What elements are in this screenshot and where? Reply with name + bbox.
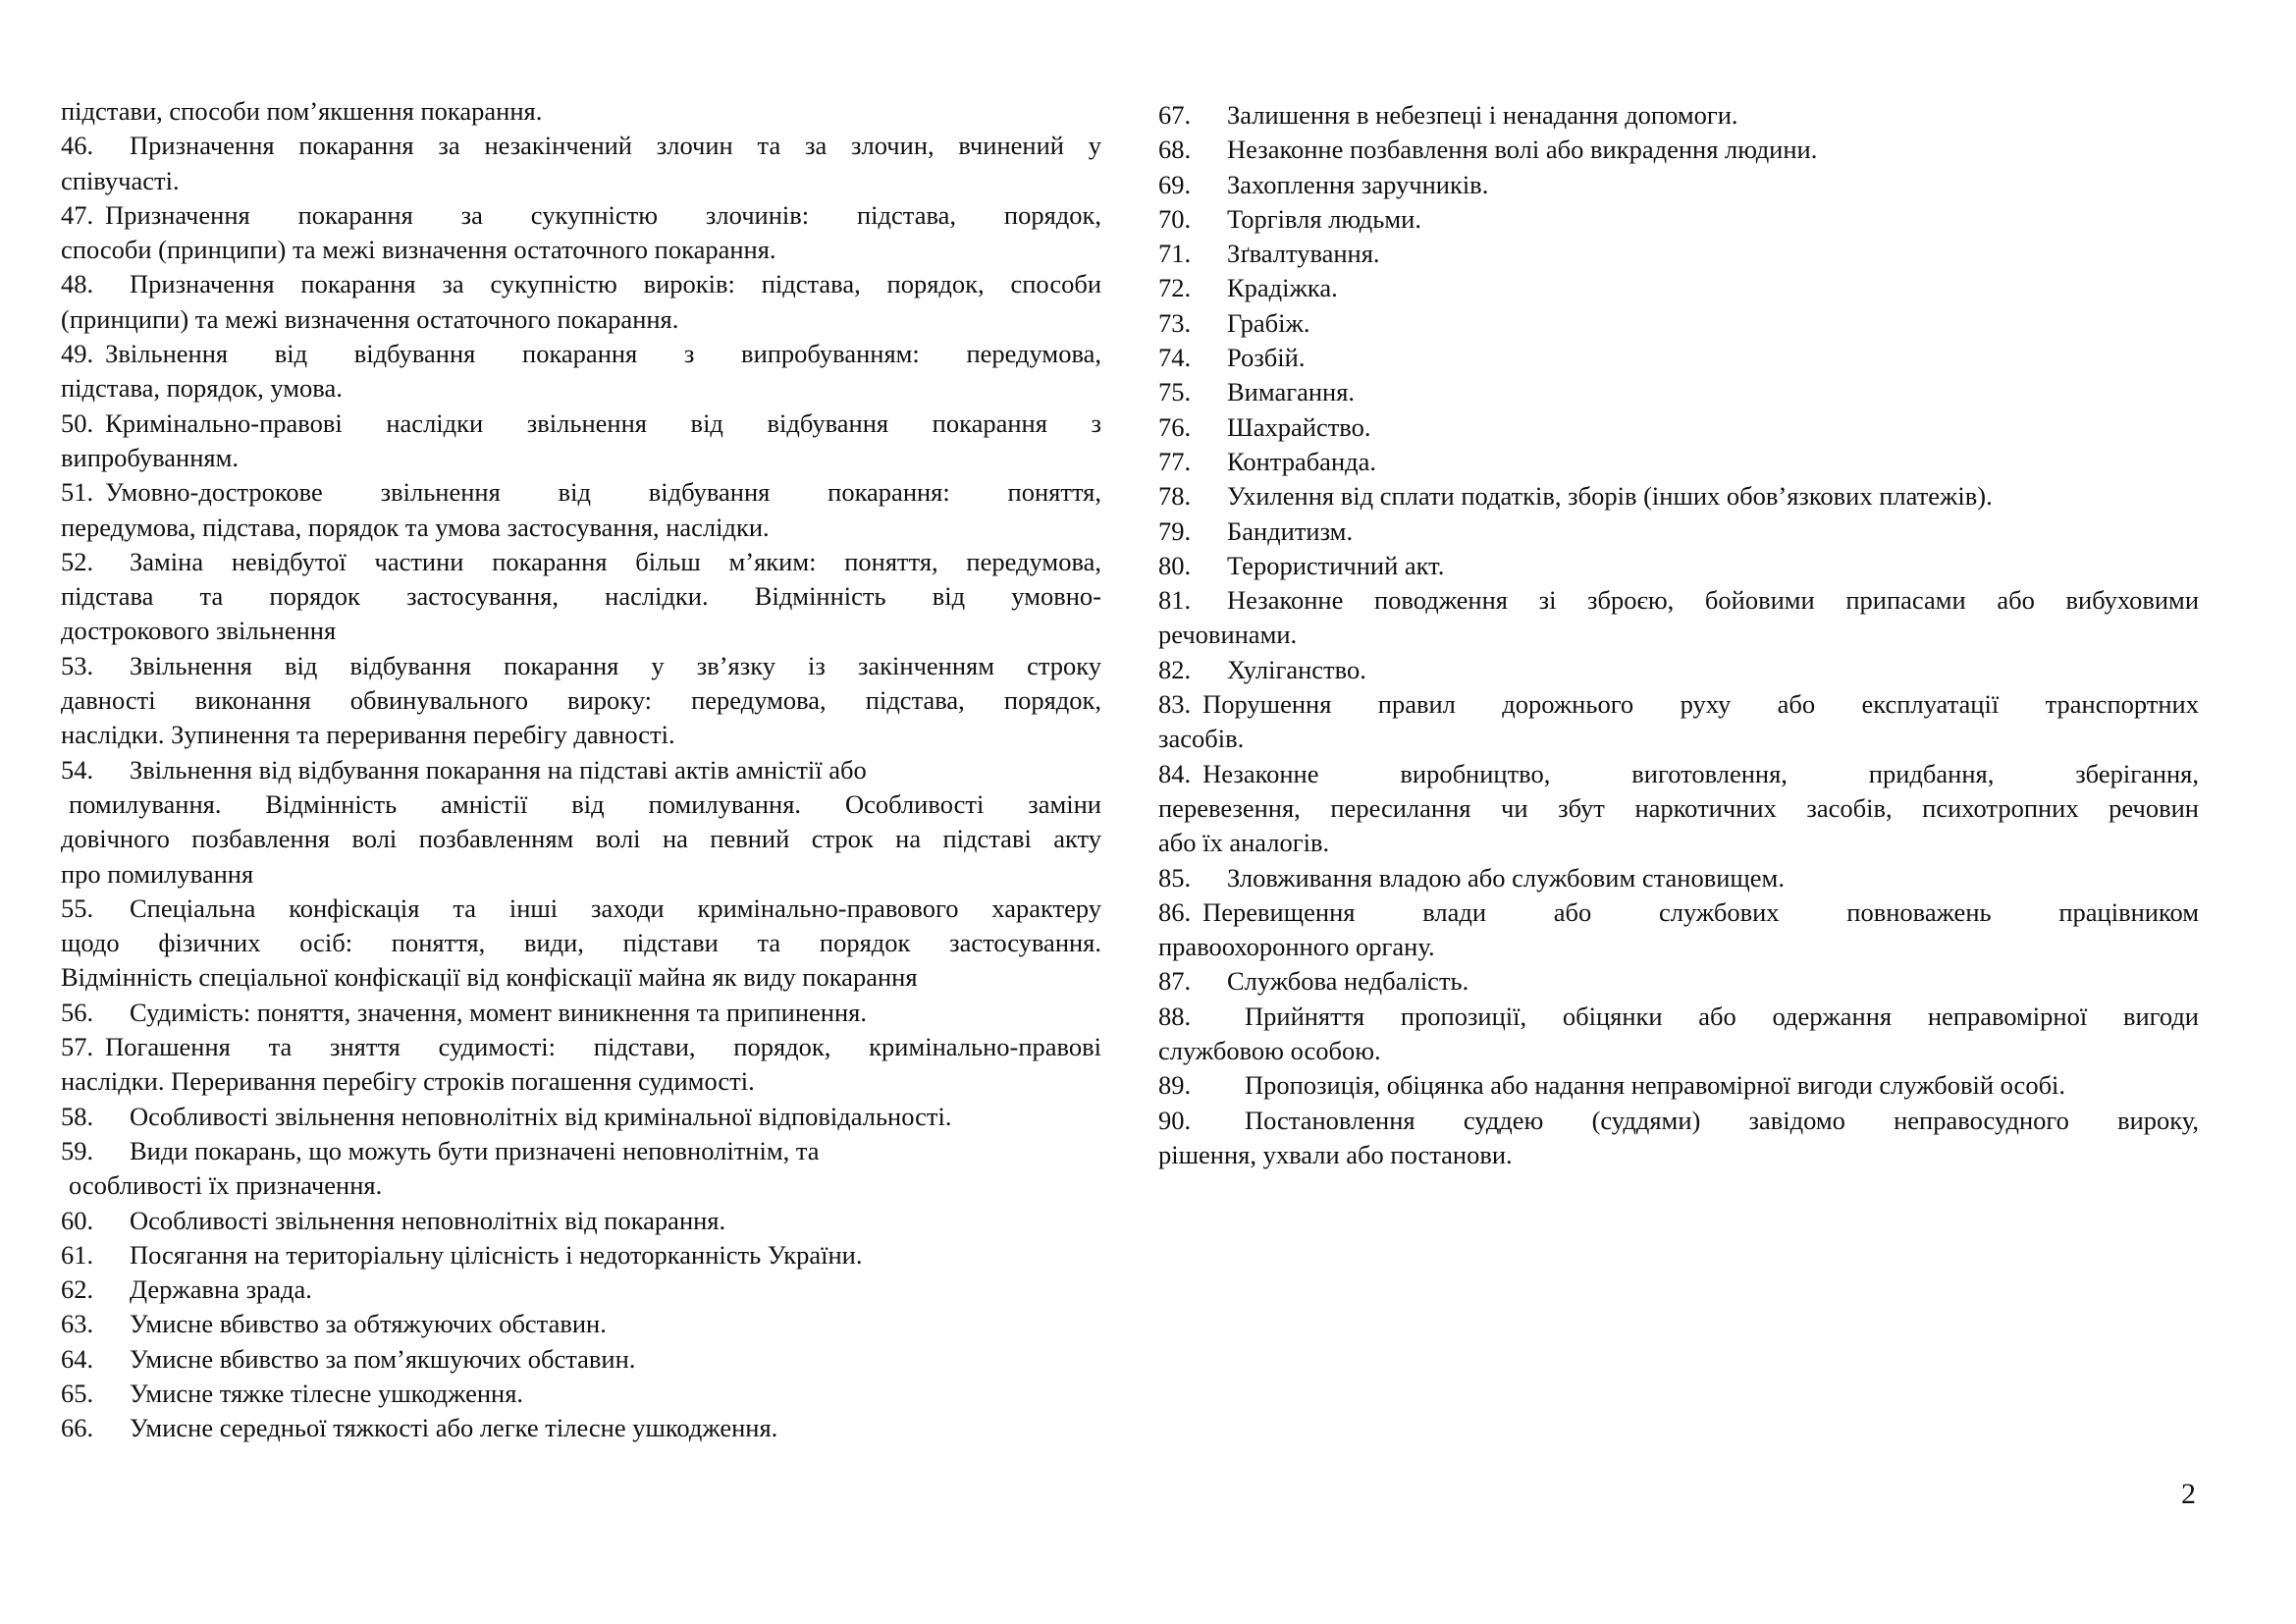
item-number: 83. [1158, 689, 1192, 720]
list-item-48 [61, 267, 1101, 337]
list-item-50 [61, 406, 1101, 476]
item-text: Бандитизм. [1227, 515, 1354, 546]
item-number: 77. [1158, 446, 1192, 476]
list-item-75 [1158, 375, 2199, 409]
list-item-65 [61, 1377, 1101, 1411]
list-item-67 [1158, 98, 2199, 133]
item-text: Терористичний акт. [1227, 550, 1445, 580]
item-number: 49. [61, 339, 94, 369]
list-item-47 [61, 198, 1101, 268]
item-number: 50. [61, 407, 94, 438]
item-text: передумова, підстава, порядок та умова застосування, наслідки. [61, 512, 770, 542]
item-text: Торгівля людьми. [1227, 203, 1421, 234]
item-text: підстава та порядок застосування, наслідки. Відмінність від умовно- [61, 581, 1101, 612]
list-item-82 [1158, 653, 2199, 687]
item-text: Прийняття пропозиції, обіцянки або одержання неправомірної вигоди [1245, 1001, 2199, 1031]
list-item-58 [61, 1100, 1101, 1134]
item-text: Види покарань, що можуть бути призначені неповнолітнім, та [130, 1135, 820, 1165]
item-number: 54. [61, 754, 94, 785]
list-item-71 [1158, 237, 2199, 271]
item-text: Умовно-дострокове звільнення від відбування покарання: поняття, [105, 477, 1101, 508]
list-item-80 [1158, 549, 2199, 583]
item-text: Постановлення суддею (суддями) завідомо неправосудного вироку, [1245, 1105, 2199, 1135]
item-text: Незаконне виробництво, виготовлення, придбання, зберігання, [1202, 758, 2199, 788]
item-number: 57. [61, 1032, 94, 1062]
item-number: 62. [61, 1274, 94, 1305]
item-number: 48. [61, 269, 94, 299]
list-item-87 [1158, 964, 2199, 999]
item-text: наслідки. Переривання перебігу строків погашення судимості. [61, 1066, 755, 1097]
list-item-53 [61, 649, 1101, 753]
list-item-46 [61, 129, 1101, 198]
item-text: Спеціальна конфіскація та інші заходи кримінально-правового характеру [130, 893, 1101, 923]
item-number: 67. [1158, 100, 1192, 130]
item-text: Розбій. [1227, 343, 1306, 373]
item-text: Умисне вбивство за обтяжуючих обставин. [130, 1309, 607, 1339]
item-number: 68. [1158, 135, 1192, 165]
item-text: помилування. Відмінність амністії від помилування. Особливості заміни [69, 788, 1101, 819]
list-item-52 [61, 545, 1101, 649]
item-number: 59. [61, 1135, 94, 1165]
item-number: 52. [61, 546, 94, 576]
item-number: 55. [61, 893, 94, 923]
item-number: 72. [1158, 273, 1192, 303]
item-number: 61. [61, 1239, 94, 1270]
list-item-90 [1158, 1104, 2199, 1173]
item-number: 66. [61, 1413, 94, 1443]
item-number: 47. [61, 199, 94, 230]
item-number: 87. [1158, 966, 1192, 997]
list-item-84 [1158, 757, 2199, 861]
item-number: 79. [1158, 515, 1192, 546]
list-item-89 [1158, 1068, 2199, 1103]
item-text: підстава, порядок, умова. [61, 373, 343, 404]
list-item-81 [1158, 583, 2199, 653]
item-text: особливості їх призначення. [69, 1170, 383, 1201]
list-item-55 [61, 892, 1101, 996]
item-number: 56. [61, 997, 94, 1027]
item-text: Грабіж. [1227, 307, 1310, 338]
item-text: перевезення, пересилання чи збут наркотичних засобів, психотропних речовин [1158, 792, 2199, 823]
item-number: 81. [1158, 585, 1192, 616]
item-number: 75. [1158, 377, 1192, 407]
item-text: наслідки. Зупинення та переривання перебігу давності. [61, 720, 675, 750]
item-text: довічного позбавлення волі позбавленням волі на певний строк на підставі акту [61, 824, 1101, 854]
item-text: випробуванням. [61, 442, 239, 472]
item-text: Призначення покарання за сукупністю злочинів: підстава, порядок, [105, 199, 1101, 230]
list-item-78 [1158, 479, 2199, 514]
item-text: Крадіжка. [1227, 273, 1338, 303]
list-item-69 [1158, 168, 2199, 202]
item-text: Кримінально-правові наслідки звільнення від відбування покарання з [105, 407, 1101, 438]
list-item-85 [1158, 861, 2199, 895]
item-text: Вимагання. [1227, 377, 1356, 407]
list-item-73 [1158, 306, 2199, 341]
list-item-79 [1158, 514, 2199, 549]
list-item-49 [61, 337, 1101, 406]
list-item-74 [1158, 341, 2199, 375]
item-text: Порушення правил дорожнього руху або експлуатації транспортних [1202, 689, 2199, 720]
list-item-56 [61, 996, 1101, 1030]
item-text: Особливості звільнення неповнолітніх від кримінальної відповідальності. [130, 1101, 952, 1131]
item-text: Відмінність спеціальної конфіскації від конфіскації майна як виду покарання [61, 962, 918, 993]
item-number: 63. [61, 1309, 94, 1339]
item-text: Незаконне поводження зі зброєю, бойовими припасами або вибуховими [1227, 585, 2199, 616]
item-text: Ухилення від сплати податків, зборів (інших обов’язкових платежів). [1227, 481, 1993, 512]
list-item-72 [1158, 271, 2199, 305]
item-text: Умисне середньої тяжкості або легке тілесне ушкодження. [130, 1413, 778, 1443]
item-text: Пропозиція, обіцянка або надання неправомірної вигоди службовій особі. [1245, 1070, 2066, 1101]
item-text: Заміна невідбутої частини покарання більш м’яким: поняття, передумова, [130, 546, 1101, 576]
item-text: Умисне вбивство за пом’якшуючих обставин. [130, 1343, 636, 1374]
item-text: Перевищення влади або службових повноважень працівником [1202, 896, 2199, 927]
item-number: 60. [61, 1205, 94, 1235]
item-text: Хуліганство. [1227, 654, 1366, 684]
item-text: Посягання на територіальну цілісність і недоторканність України. [130, 1239, 863, 1270]
list-item-70 [1158, 202, 2199, 237]
item-number: 85. [1158, 862, 1192, 893]
item-number: 76. [1158, 411, 1192, 442]
item-text: Звільнення від відбування покарання з випробуванням: передумова, [105, 339, 1101, 369]
item-text: Зловживання владою або службовим становищем. [1227, 862, 1785, 893]
item-number: 58. [61, 1101, 94, 1131]
item-text: Незаконне позбавлення волі або викрадення людини. [1227, 135, 1818, 165]
item-text: Умисне тяжке тілесне ушкодження. [130, 1378, 524, 1408]
item-text: давності виконання обвинувального вироку: передумова, підстава, порядок, [61, 685, 1101, 716]
list-item-62 [61, 1272, 1101, 1307]
list-item-88 [1158, 1000, 2199, 1069]
item-text: Шахрайство. [1227, 411, 1371, 442]
item-text: Призначення покарання за незакінчений злочин та за злочин, вчинений у [130, 131, 1101, 161]
item-number: 88. [1158, 1001, 1192, 1031]
item-text: Контрабанда. [1227, 446, 1376, 476]
item-number: 53. [61, 650, 94, 680]
item-text: співучасті. [61, 165, 180, 195]
list-item-77 [1158, 445, 2199, 479]
list-item-76 [1158, 410, 2199, 445]
list-item-86 [1158, 895, 2199, 965]
item-number: 65. [61, 1378, 94, 1408]
item-text: рішення, ухвали або постанови. [1158, 1139, 1513, 1169]
item-text: дострокового звільнення [61, 616, 337, 646]
list-item-68 [1158, 133, 2199, 167]
item-text: Особливості звільнення неповнолітніх від покарання. [130, 1205, 726, 1235]
item-number: 84. [1158, 758, 1192, 788]
list-item-64 [61, 1342, 1101, 1377]
list-item-54 [61, 753, 1101, 892]
list-item-51 [61, 475, 1101, 545]
item-text: Залишення в небезпеці і ненадання допомоги. [1227, 100, 1738, 130]
left-column [61, 94, 1101, 1446]
item-text: Державна зрада. [130, 1274, 312, 1305]
item-text: Судимість: поняття, значення, момент виникнення та припинення. [130, 997, 867, 1027]
list-item-60 [61, 1204, 1101, 1238]
item-number: 78. [1158, 481, 1192, 512]
right-column [1158, 98, 2199, 1172]
item-number: 80. [1158, 550, 1192, 580]
item-number: 71. [1158, 239, 1192, 269]
item-text: (принципи) та межі визначення остаточного покарання. [61, 303, 679, 334]
item-text: Службова недбалість. [1227, 966, 1469, 997]
item-number: 89. [1158, 1070, 1192, 1101]
list-item-66 [61, 1411, 1101, 1445]
item-text: Звільнення від відбування покарання у зв’язку із закінченням строку [130, 650, 1101, 680]
item-number: 73. [1158, 307, 1192, 338]
item-text: про помилування [61, 858, 254, 889]
continuation-text: підстави, способи пом’якшення покарання. [61, 96, 543, 126]
item-text: засобів. [1158, 724, 1245, 754]
item-number: 74. [1158, 343, 1192, 373]
item-text: правоохоронного органу. [1158, 932, 1435, 962]
item-text: Погашення та зняття судимості: підстави, порядок, кримінально-правові [105, 1032, 1101, 1062]
item-number: 86. [1158, 896, 1192, 927]
item-text: Зґвалтування. [1227, 239, 1380, 269]
item-text: речовинами. [1158, 620, 1298, 650]
item-text: Захоплення заручників. [1227, 169, 1489, 199]
list-item-59 [61, 1134, 1101, 1204]
item-number: 64. [61, 1343, 94, 1374]
item-number: 90. [1158, 1105, 1192, 1135]
item-number: 82. [1158, 654, 1192, 684]
list-item-61 [61, 1238, 1101, 1272]
item-text: Призначення покарання за сукупністю вироків: підстава, порядок, способи [130, 269, 1101, 299]
item-number: 46. [61, 131, 94, 161]
item-text: щодо фізичних осіб: поняття, види, підстави та порядок застосування. [61, 928, 1101, 958]
item-text: способи (принципи) та межі визначення остаточного покарання. [61, 235, 776, 265]
list-item-57 [61, 1030, 1101, 1100]
list-item-83 [1158, 687, 2199, 757]
list-item-63 [61, 1307, 1101, 1341]
item-number: 51. [61, 477, 94, 508]
page-number: 2 [2181, 1478, 2196, 1510]
item-text: або їх аналогів. [1158, 828, 1330, 858]
item-text: Звільнення від відбування покарання на підставі актів амністії або [130, 754, 867, 785]
item-text: службовою особою. [1158, 1036, 1381, 1066]
item-number: 69. [1158, 169, 1192, 199]
item-number: 70. [1158, 203, 1192, 234]
